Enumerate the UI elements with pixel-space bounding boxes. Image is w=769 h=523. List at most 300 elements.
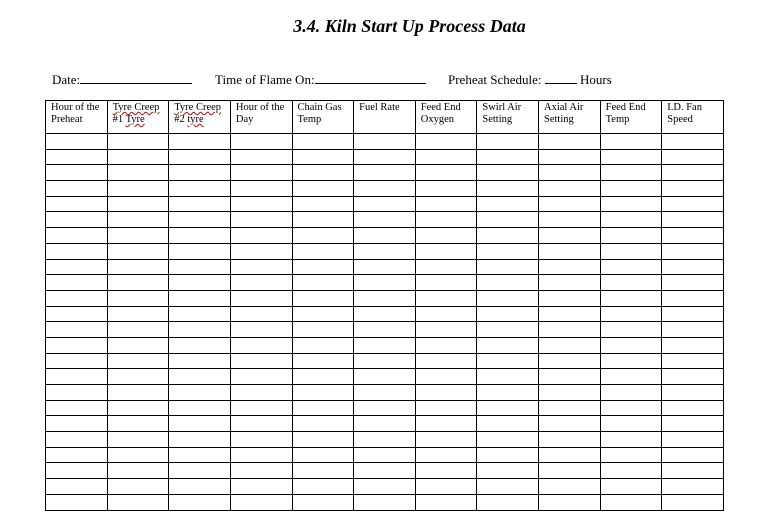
table-cell[interactable] (600, 134, 662, 150)
table-cell[interactable] (662, 322, 724, 338)
table-cell[interactable] (415, 416, 477, 432)
table-cell[interactable] (415, 243, 477, 259)
table-cell[interactable] (539, 416, 601, 432)
table-cell[interactable] (292, 196, 354, 212)
table-cell[interactable] (354, 275, 416, 291)
column-header (292, 101, 354, 134)
table-cell[interactable] (230, 134, 292, 150)
table-cell[interactable] (477, 243, 539, 259)
table-cell[interactable] (107, 432, 169, 448)
table-cell[interactable] (46, 306, 108, 322)
column-header (477, 101, 539, 134)
table-cell[interactable] (415, 228, 477, 244)
table-row (46, 447, 724, 463)
table-cell[interactable] (354, 165, 416, 181)
table-cell[interactable] (230, 416, 292, 432)
table-cell[interactable] (354, 416, 416, 432)
table-cell[interactable] (292, 243, 354, 259)
table-cell[interactable] (477, 322, 539, 338)
table-cell[interactable] (415, 306, 477, 322)
table-cell[interactable] (46, 447, 108, 463)
table-cell[interactable] (292, 463, 354, 479)
table-cell[interactable] (600, 416, 662, 432)
table-cell[interactable] (415, 165, 477, 181)
table-cell[interactable] (169, 369, 231, 385)
table-cell[interactable] (46, 400, 108, 416)
table-cell[interactable] (107, 259, 169, 275)
table-cell[interactable] (477, 337, 539, 353)
table-cell[interactable] (107, 447, 169, 463)
column-header-line: #1 Tyre (112, 114, 145, 125)
table-cell[interactable] (230, 275, 292, 291)
table-cell[interactable] (169, 149, 231, 165)
table-cell[interactable] (107, 416, 169, 432)
date-label: Date: (52, 72, 81, 87)
table-cell[interactable] (46, 243, 108, 259)
column-header-line: Tyre Creep (112, 102, 160, 113)
table-cell[interactable] (46, 337, 108, 353)
table-cell[interactable] (415, 134, 477, 150)
preheat-input-line[interactable] (545, 70, 577, 84)
table-cell[interactable] (415, 149, 477, 165)
table-cell[interactable] (662, 463, 724, 479)
column-header (107, 101, 169, 134)
table-cell[interactable] (662, 196, 724, 212)
table-cell[interactable] (662, 400, 724, 416)
table-row (46, 494, 724, 510)
date-input-line[interactable] (80, 70, 192, 84)
table-cell[interactable] (46, 353, 108, 369)
table-cell[interactable] (230, 322, 292, 338)
table-cell[interactable] (415, 290, 477, 306)
table-cell[interactable] (46, 181, 108, 197)
table-cell[interactable] (292, 400, 354, 416)
table-cell[interactable] (230, 494, 292, 510)
table-cell[interactable] (292, 416, 354, 432)
table-cell[interactable] (230, 165, 292, 181)
table-cell[interactable] (354, 243, 416, 259)
table-cell[interactable] (169, 447, 231, 463)
table-cell[interactable] (354, 353, 416, 369)
table-cell[interactable] (230, 463, 292, 479)
table-cell[interactable] (662, 181, 724, 197)
table-cell[interactable] (600, 181, 662, 197)
table-row (46, 243, 724, 259)
table-cell[interactable] (477, 290, 539, 306)
table-cell[interactable] (415, 337, 477, 353)
table-cell[interactable] (292, 290, 354, 306)
table-cell[interactable] (46, 165, 108, 181)
table-cell[interactable] (292, 479, 354, 495)
column-header-line: Speed (667, 114, 693, 125)
table-cell[interactable] (46, 479, 108, 495)
table-cell[interactable] (230, 400, 292, 416)
table-cell[interactable] (169, 432, 231, 448)
table-cell[interactable] (539, 134, 601, 150)
table-cell[interactable] (354, 385, 416, 401)
table-cell[interactable] (107, 243, 169, 259)
table-cell[interactable] (107, 494, 169, 510)
table-cell[interactable] (107, 196, 169, 212)
table-cell[interactable] (354, 196, 416, 212)
table-row (46, 290, 724, 306)
table-cell[interactable] (662, 228, 724, 244)
table-cell[interactable] (292, 149, 354, 165)
table-cell[interactable] (600, 196, 662, 212)
table-cell[interactable] (292, 259, 354, 275)
table-cell[interactable] (600, 275, 662, 291)
table-cell[interactable] (354, 479, 416, 495)
table-cell[interactable] (539, 369, 601, 385)
table-row (46, 165, 724, 181)
column-header-line: Axial Air (544, 102, 584, 113)
table-cell[interactable] (46, 228, 108, 244)
table-cell[interactable] (46, 134, 108, 150)
table-cell[interactable] (46, 149, 108, 165)
table-cell[interactable] (292, 275, 354, 291)
column-header-line: Swirl Air (482, 102, 522, 113)
table-cell[interactable] (46, 432, 108, 448)
table-cell[interactable] (477, 479, 539, 495)
table-cell[interactable] (477, 212, 539, 228)
table-cell[interactable] (662, 385, 724, 401)
table-cell[interactable] (539, 149, 601, 165)
column-header-line: Oxygen (420, 114, 454, 125)
table-cell[interactable] (107, 134, 169, 150)
table-cell[interactable] (169, 306, 231, 322)
table-cell[interactable] (354, 212, 416, 228)
table-cell[interactable] (354, 322, 416, 338)
table-cell[interactable] (415, 479, 477, 495)
table-cell[interactable] (292, 181, 354, 197)
table-cell[interactable] (600, 494, 662, 510)
table-cell[interactable] (292, 212, 354, 228)
table-cell[interactable] (662, 369, 724, 385)
table-cell[interactable] (477, 181, 539, 197)
table-cell[interactable] (662, 432, 724, 448)
table-cell[interactable] (600, 243, 662, 259)
table-cell[interactable] (600, 212, 662, 228)
table-row (46, 479, 724, 495)
table-cell[interactable] (354, 494, 416, 510)
table-cell[interactable] (477, 447, 539, 463)
table-cell[interactable] (477, 149, 539, 165)
table-cell[interactable] (354, 369, 416, 385)
table-row (46, 181, 724, 197)
table-cell[interactable] (169, 463, 231, 479)
table-cell[interactable] (662, 212, 724, 228)
table-cell[interactable] (230, 149, 292, 165)
table-cell[interactable] (539, 290, 601, 306)
table-cell[interactable] (539, 385, 601, 401)
table-cell[interactable] (46, 322, 108, 338)
table-cell[interactable] (292, 432, 354, 448)
table-cell[interactable] (354, 228, 416, 244)
table-cell[interactable] (354, 447, 416, 463)
table-cell[interactable] (477, 353, 539, 369)
table-cell[interactable] (662, 165, 724, 181)
table-cell[interactable] (415, 385, 477, 401)
table-cell[interactable] (107, 165, 169, 181)
table-cell[interactable] (539, 447, 601, 463)
table-cell[interactable] (292, 306, 354, 322)
table-cell[interactable] (600, 149, 662, 165)
table-cell[interactable] (46, 385, 108, 401)
table-cell[interactable] (662, 275, 724, 291)
table-row (46, 306, 724, 322)
table-cell[interactable] (46, 196, 108, 212)
table-cell[interactable] (292, 447, 354, 463)
table-cell[interactable] (600, 290, 662, 306)
table-cell[interactable] (354, 290, 416, 306)
table-cell[interactable] (600, 369, 662, 385)
table-cell[interactable] (662, 306, 724, 322)
table-cell[interactable] (539, 243, 601, 259)
table-cell[interactable] (600, 385, 662, 401)
table-cell[interactable] (169, 416, 231, 432)
table-cell[interactable] (230, 369, 292, 385)
table-cell[interactable] (415, 400, 477, 416)
table-cell[interactable] (292, 494, 354, 510)
table-cell[interactable] (230, 432, 292, 448)
table-cell[interactable] (477, 369, 539, 385)
table-cell[interactable] (415, 322, 477, 338)
table-cell[interactable] (477, 228, 539, 244)
table-cell[interactable] (169, 290, 231, 306)
table-cell[interactable] (230, 212, 292, 228)
table-cell[interactable] (46, 463, 108, 479)
table-cell[interactable] (292, 322, 354, 338)
table-cell[interactable] (600, 337, 662, 353)
column-header (662, 101, 724, 134)
table-cell[interactable] (539, 353, 601, 369)
table-cell[interactable] (46, 416, 108, 432)
table-cell[interactable] (230, 181, 292, 197)
table-cell[interactable] (415, 369, 477, 385)
table-row (46, 196, 724, 212)
column-header-line: Day (235, 114, 254, 125)
table-cell[interactable] (230, 447, 292, 463)
table-cell[interactable] (477, 463, 539, 479)
table-cell[interactable] (354, 306, 416, 322)
table-row (46, 337, 724, 353)
table-cell[interactable] (354, 400, 416, 416)
table-cell[interactable] (230, 228, 292, 244)
table-cell[interactable] (230, 196, 292, 212)
table-cell[interactable] (662, 259, 724, 275)
table-cell[interactable] (662, 479, 724, 495)
column-header (415, 101, 477, 134)
table-cell[interactable] (539, 196, 601, 212)
table-cell[interactable] (230, 259, 292, 275)
table-cell[interactable] (230, 479, 292, 495)
table-cell[interactable] (107, 463, 169, 479)
table-cell[interactable] (292, 228, 354, 244)
table-row (46, 385, 724, 401)
table-cell[interactable] (539, 306, 601, 322)
table-cell[interactable] (169, 243, 231, 259)
table-cell[interactable] (107, 479, 169, 495)
table-cell[interactable] (169, 196, 231, 212)
table-cell[interactable] (539, 479, 601, 495)
table-cell[interactable] (292, 385, 354, 401)
table-cell[interactable] (600, 259, 662, 275)
table-cell[interactable] (107, 385, 169, 401)
table-cell[interactable] (415, 353, 477, 369)
table-cell[interactable] (230, 306, 292, 322)
table-cell[interactable] (477, 432, 539, 448)
table-cell[interactable] (46, 369, 108, 385)
table-cell[interactable] (662, 494, 724, 510)
table-cell[interactable] (354, 259, 416, 275)
table-cell[interactable] (539, 212, 601, 228)
table-cell[interactable] (600, 400, 662, 416)
table-cell[interactable] (539, 259, 601, 275)
table-cell[interactable] (107, 212, 169, 228)
table-cell[interactable] (600, 306, 662, 322)
table-cell[interactable] (169, 181, 231, 197)
table-cell[interactable] (169, 337, 231, 353)
table-cell[interactable] (477, 400, 539, 416)
table-cell[interactable] (477, 134, 539, 150)
table-cell[interactable] (107, 228, 169, 244)
table-cell[interactable] (107, 275, 169, 291)
table-cell[interactable] (477, 275, 539, 291)
page-title: 3.4. Kiln Start Up Process Data (293, 16, 526, 36)
table-cell[interactable] (539, 432, 601, 448)
table-row (46, 400, 724, 416)
table-cell[interactable] (107, 337, 169, 353)
table-cell[interactable] (169, 134, 231, 150)
table-cell[interactable] (354, 337, 416, 353)
table-cell[interactable] (230, 337, 292, 353)
table-cell[interactable] (600, 353, 662, 369)
table-cell[interactable] (415, 259, 477, 275)
table-cell[interactable] (662, 243, 724, 259)
table-cell[interactable] (107, 149, 169, 165)
table-cell[interactable] (107, 306, 169, 322)
table-cell[interactable] (539, 400, 601, 416)
table-cell[interactable] (415, 447, 477, 463)
table-cell[interactable] (539, 228, 601, 244)
table-cell[interactable] (107, 369, 169, 385)
table-cell[interactable] (662, 447, 724, 463)
table-cell[interactable] (600, 463, 662, 479)
table-cell[interactable] (169, 322, 231, 338)
table-cell[interactable] (169, 479, 231, 495)
table-cell[interactable] (477, 416, 539, 432)
table-cell[interactable] (600, 165, 662, 181)
table-cell[interactable] (46, 494, 108, 510)
table-cell[interactable] (292, 353, 354, 369)
table-cell[interactable] (107, 181, 169, 197)
table-cell[interactable] (354, 432, 416, 448)
table-cell[interactable] (292, 337, 354, 353)
table-cell[interactable] (46, 290, 108, 306)
table-cell[interactable] (477, 196, 539, 212)
table-cell[interactable] (415, 432, 477, 448)
table-cell[interactable] (169, 259, 231, 275)
table-cell[interactable] (477, 494, 539, 510)
table-cell[interactable] (600, 322, 662, 338)
table-cell[interactable] (354, 134, 416, 150)
table-cell[interactable] (477, 385, 539, 401)
table-cell[interactable] (292, 134, 354, 150)
table-cell[interactable] (169, 400, 231, 416)
table-cell[interactable] (169, 275, 231, 291)
table-cell[interactable] (46, 259, 108, 275)
table-cell[interactable] (539, 322, 601, 338)
table-cell[interactable] (46, 212, 108, 228)
table-cell[interactable] (415, 463, 477, 479)
table-cell[interactable] (415, 275, 477, 291)
table-cell[interactable] (46, 275, 108, 291)
table-cell[interactable] (169, 228, 231, 244)
table-cell[interactable] (662, 337, 724, 353)
table-cell[interactable] (107, 353, 169, 369)
column-header-line: Temp (297, 114, 322, 125)
table-cell[interactable] (107, 290, 169, 306)
column-header (230, 101, 292, 134)
table-cell[interactable] (415, 212, 477, 228)
table-cell[interactable] (169, 494, 231, 510)
table-row (46, 369, 724, 385)
table-cell[interactable] (230, 243, 292, 259)
table-cell[interactable] (354, 463, 416, 479)
table-cell[interactable] (230, 353, 292, 369)
table-cell[interactable] (600, 228, 662, 244)
table-row (46, 275, 724, 291)
table-cell[interactable] (477, 259, 539, 275)
table-cell[interactable] (662, 149, 724, 165)
table-cell[interactable] (662, 416, 724, 432)
table-cell[interactable] (169, 165, 231, 181)
table-cell[interactable] (477, 306, 539, 322)
table-cell[interactable] (107, 400, 169, 416)
table-cell[interactable] (292, 369, 354, 385)
column-header-line: #2 tyre (174, 114, 204, 125)
table-cell[interactable] (354, 181, 416, 197)
flame-input-line[interactable] (315, 70, 426, 84)
table-cell[interactable] (600, 479, 662, 495)
table-cell[interactable] (662, 134, 724, 150)
table-cell[interactable] (230, 385, 292, 401)
table-cell[interactable] (415, 494, 477, 510)
table-cell[interactable] (600, 432, 662, 448)
table-cell[interactable] (539, 463, 601, 479)
preheat-field (448, 70, 612, 88)
table-cell[interactable] (539, 337, 601, 353)
table-cell[interactable] (169, 353, 231, 369)
table-cell[interactable] (600, 447, 662, 463)
table-cell[interactable] (477, 165, 539, 181)
table-cell[interactable] (539, 165, 601, 181)
table-cell[interactable] (230, 290, 292, 306)
table-cell[interactable] (169, 385, 231, 401)
table-cell[interactable] (169, 212, 231, 228)
table-cell[interactable] (539, 494, 601, 510)
table-cell[interactable] (539, 181, 601, 197)
table-cell[interactable] (107, 322, 169, 338)
table-cell[interactable] (662, 353, 724, 369)
table-cell[interactable] (415, 181, 477, 197)
table-cell[interactable] (539, 275, 601, 291)
table-row (46, 228, 724, 244)
table-cell[interactable] (292, 165, 354, 181)
table-cell[interactable] (354, 149, 416, 165)
table-cell[interactable] (415, 196, 477, 212)
table-cell[interactable] (662, 290, 724, 306)
